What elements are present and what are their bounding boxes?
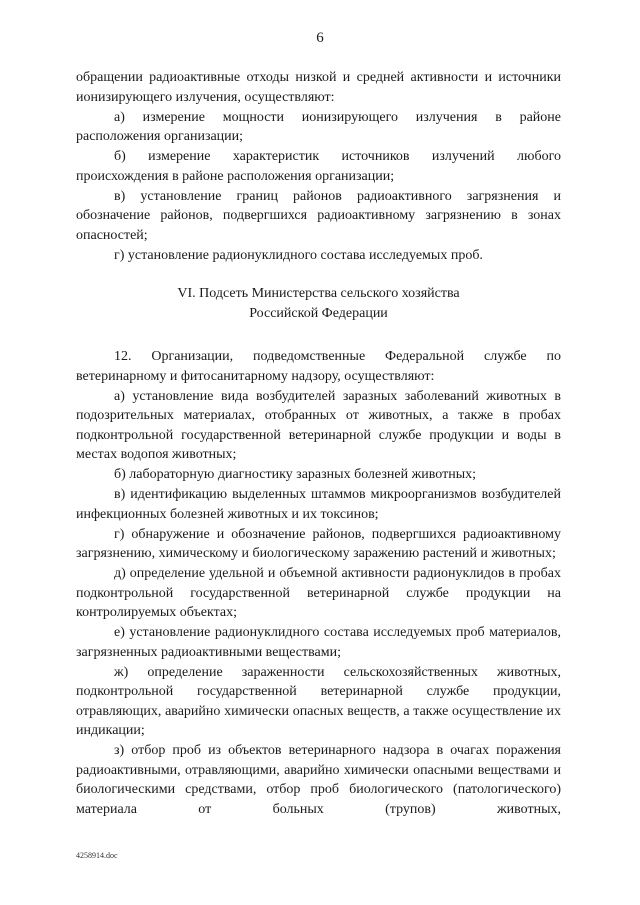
document-filename: 4258914.doc	[76, 851, 118, 860]
document-body	[76, 68, 561, 820]
section-heading-line2: Российской Федерации	[249, 305, 388, 321]
clause-12-item-g: г) обнаружение и обозначение районов, подвергшихся радиоактивному загрязнению, химическому и биологическому заражению растений и животных;	[76, 526, 561, 561]
list-item-a: а) измерение мощности ионизирующего излучения в районе расположения организации;	[76, 109, 561, 144]
page-number: 6	[316, 30, 324, 46]
clause-12-item-d: д) определение удельной и объемной активности радионуклидов в пробах подконтрольной государственной ветеринарной службе продукции на контролируемых объектах;	[76, 566, 561, 620]
clause-12-item-b: б) лабораторную диагностику заразных болезней животных;	[114, 467, 477, 482]
paragraph-continuation: обращении радиоактивные отходы низкой и средней активности и источники ионизирующего излучения, осуществляют:	[76, 70, 561, 105]
list-item-g: г) установление радионуклидного состава исследуемых проб.	[114, 247, 483, 263]
clause-12-item-a: а) установление вида возбудителей заразных заболеваний животных в подозрительных материалах, отобранных от животных, а также в пробах подконтрольной государственной ветеринарной службе продукции и воды в местах водопоя животных;	[76, 388, 561, 462]
clause-12-item-zh: ж) определение зараженности сельскохозяйственных животных, подконтрольной государственной ветеринарной службе продукции, отравляющих, аварийно химически опасных веществ, а также осуществление их индикации;	[76, 664, 561, 738]
clause-12: 12. Организации, подведомственные Федеральной службе по ветеринарному и фитосанитарному надзору, осуществляют:	[76, 349, 561, 384]
list-item-v: в) установление границ районов радиоактивного загрязнения и обозначение районов, подвергшихся радиоактивному загрязнению в зонах опасностей;	[76, 188, 561, 243]
clause-12-item-z: з) отбор проб из объектов ветеринарного надзора в очагах поражения радиоактивными, отравляющими, аварийно химически опасными веществами и биологическими средствами, отбор проб биологического (патологического) материала от больных (трупов) животных,	[76, 743, 561, 817]
list-item-b: б) измерение характеристик источников излучений любого происхождения в районе расположения организации;	[76, 149, 561, 184]
clause-12-item-e: е) установление радионуклидного состава исследуемых проб материалов, загрязненных радиоактивными веществами;	[76, 625, 561, 660]
section-heading-line1: VI. Подсеть Министерства сельского хозяйства	[177, 286, 460, 301]
section-heading	[76, 284, 561, 323]
clause-12-item-v: в) идентификацию выделенных штаммов микроорганизмов возбудителей инфекционных болезней животных и их токсинов;	[76, 487, 561, 522]
